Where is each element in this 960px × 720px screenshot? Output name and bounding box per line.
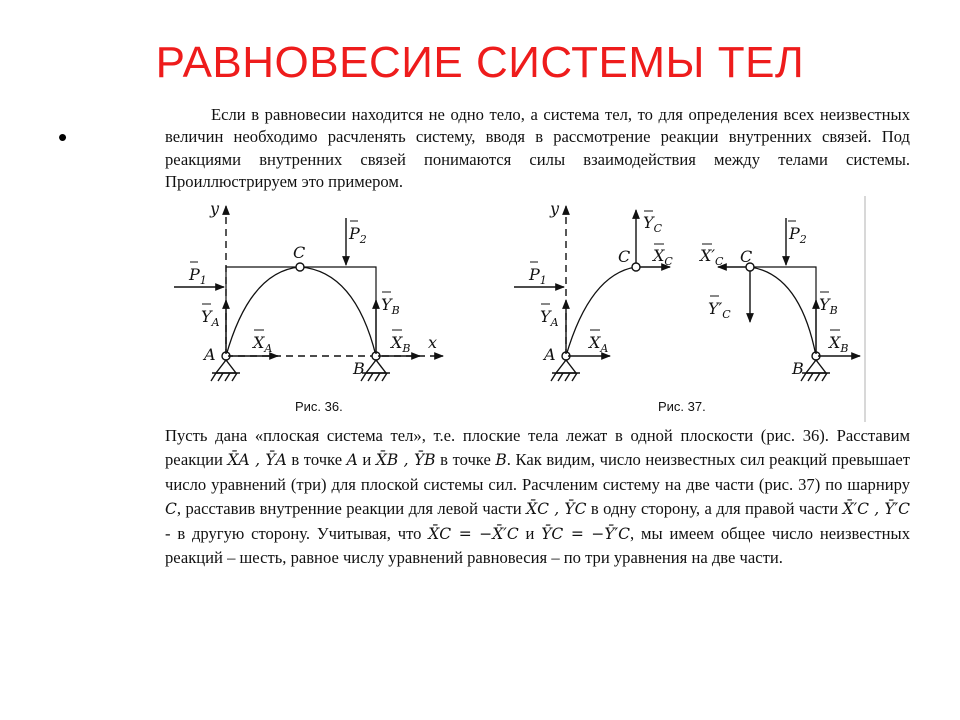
text-part: и xyxy=(362,450,372,470)
fig37-label-xa: $X_A$ xyxy=(589,333,609,355)
fig36-label-xa: $X_A$ xyxy=(253,333,273,355)
fig36-caption: Рис. 36. xyxy=(295,399,343,414)
math-yc-equality: ȲC = −Ȳ′C xyxy=(541,524,631,543)
math-xa-ya: X̄A , ȲA xyxy=(227,451,287,470)
text-part: и xyxy=(525,523,535,543)
math-xc-yc-prime: X̄′C , Ȳ′C xyxy=(842,500,910,519)
text-part: . Как видим, число неизвестных сил реакций превышает число уравнений (три) для плоской системы сил. Расчленим систему на две части (рис. 37) по шарниру xyxy=(165,450,910,494)
text-part: в точке xyxy=(291,450,343,470)
math-xc-equality: X̄C = −X̄′C xyxy=(428,524,519,543)
fig36-label-xb: $X_B$ xyxy=(391,333,411,355)
text-part: , мы имеем общее число неизвестных реакций – шесть, равное числу уравнений равновесия – по три уравнения на две части. xyxy=(165,523,911,568)
fig36-label-x: x xyxy=(428,333,438,352)
fig37-label-yc: $Y_C$ xyxy=(643,213,662,235)
fig36-label-y: y xyxy=(210,199,220,218)
fig37-label-xc-prime: $X'_C$ xyxy=(700,246,724,268)
fig36-label-b: B xyxy=(353,359,365,378)
fig36-label-yb: $Y_B$ xyxy=(381,295,400,317)
fig36-label-p2: $P_2$ xyxy=(349,224,367,246)
fig36-hinge-c xyxy=(296,263,304,271)
fig37-label-y: y xyxy=(550,199,560,218)
fig37-label-p2: $P_2$ xyxy=(789,224,807,246)
fig36-label-c: C xyxy=(293,243,306,262)
math-xb-yb: X̄B , ȲB xyxy=(375,451,436,470)
fig37-label-a: A xyxy=(544,345,556,364)
text-part: в точке xyxy=(440,450,491,470)
bullet-marker: • xyxy=(58,122,68,152)
text-part: - в другую сторону. Учитывая, что xyxy=(165,523,422,543)
figure-37 xyxy=(514,206,860,381)
fig36-label-a: A xyxy=(204,345,216,364)
intro-paragraph: Если в равновесии находится не одно тело, а система тел, то для определения всех неизвестных величин необходимо расчленять систему, вводя в рассмотрение реакции внутренних связей. Под реакциями внутренних связей понимаются силы взаимодействия между телами системы. Проиллюстрируем это примером. xyxy=(165,105,910,192)
text-part: в одну сторону, а для правой части xyxy=(590,499,839,519)
fig37-label-xb: $X_B$ xyxy=(829,333,849,355)
fig37-label-c-left: C xyxy=(618,247,631,266)
math-a: A xyxy=(346,451,358,470)
fig37-label-yc-prime: $Y'_C$ xyxy=(708,299,731,321)
fig37-label-xc: $X_C$ xyxy=(653,246,673,268)
text-part: Пусть дана «плоская система тел», т.е. плоские тела лежат в одной плоскости (рис. 36). Расставим реакции xyxy=(165,426,910,470)
math-xc-yc: X̄C , ȲC xyxy=(526,500,587,519)
figures-diagram xyxy=(160,196,866,422)
fig37-caption: Рис. 37. xyxy=(658,399,706,414)
fig37-label-b: B xyxy=(792,359,804,378)
slide-title: РАВНОВЕСИЕ СИСТЕМЫ ТЕЛ xyxy=(155,38,805,87)
math-b: B xyxy=(495,451,507,470)
text-part: , расставив внутренние реакции для левой части xyxy=(176,499,522,519)
math-c: C xyxy=(165,500,177,519)
figure-border xyxy=(864,196,866,422)
fig37-right-frame xyxy=(750,267,816,356)
fig36-label-p1: $P_1$ xyxy=(189,265,207,287)
fig37-label-yb: $Y_B$ xyxy=(819,295,838,317)
fig36-frame xyxy=(226,267,376,356)
fig37-label-p1: $P_1$ xyxy=(529,265,547,287)
explanation-paragraph xyxy=(165,424,910,570)
fig37-label-ya: $Y_A$ xyxy=(540,307,559,329)
fig37-label-c-right: C xyxy=(740,247,753,266)
fig36-label-ya: $Y_A$ xyxy=(201,307,220,329)
fig36-arch xyxy=(226,267,376,356)
fig37-right-arch xyxy=(750,267,816,356)
